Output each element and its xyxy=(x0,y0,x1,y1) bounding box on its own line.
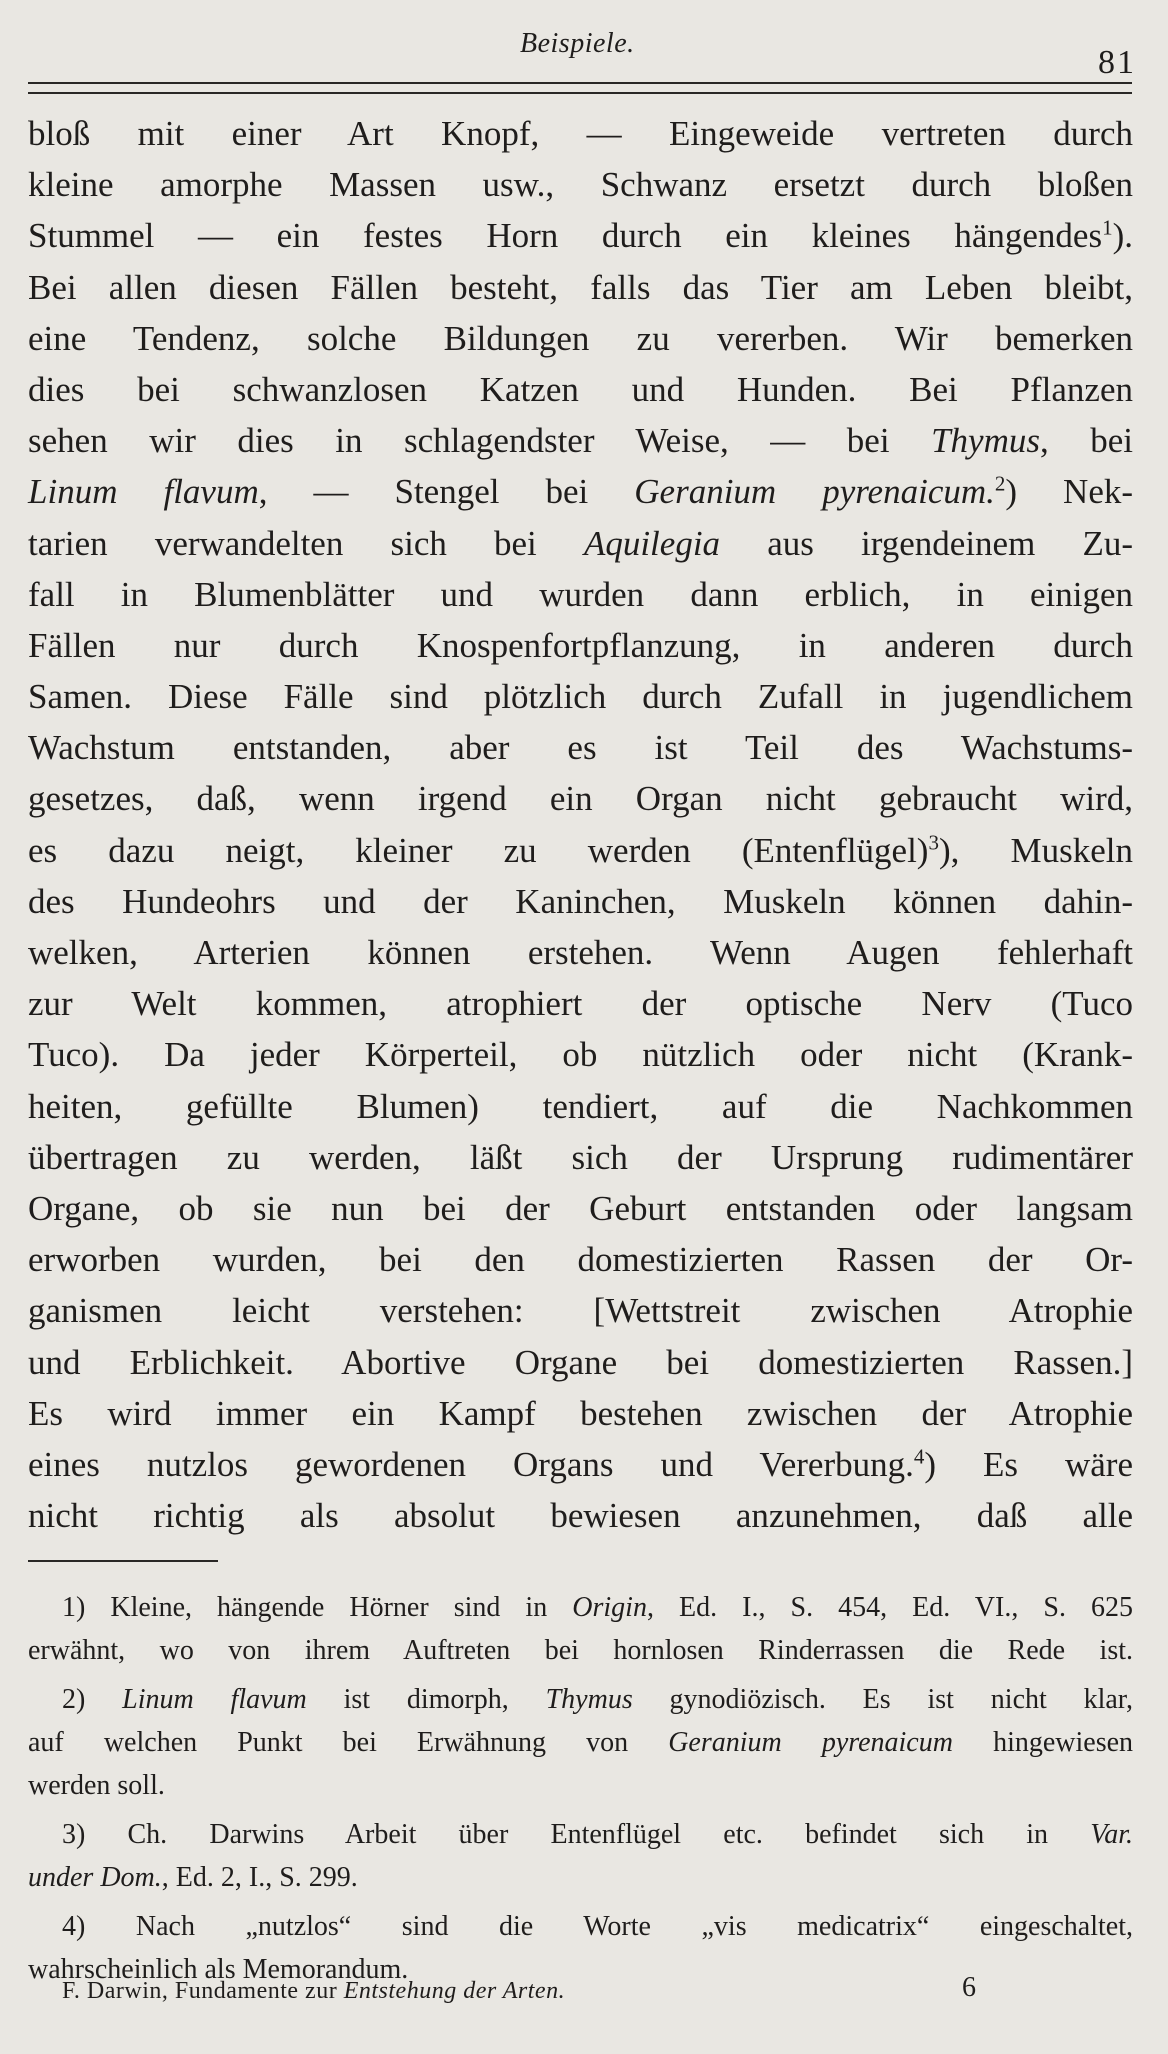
footnote-3-line xyxy=(28,1856,1133,1899)
footnote-2-line xyxy=(28,1721,1133,1764)
text-line: kleine amorphe Massen usw., Schwanz ersetzt durch bloßen xyxy=(28,165,1133,205)
text-line: gesetzes, daß, wenn irgend ein Organ nicht gebraucht wird, xyxy=(28,779,1133,819)
footnote-4-line: wahrscheinlich als Memorandum. xyxy=(28,1954,409,1985)
footnote-ref: 1 xyxy=(1102,215,1113,240)
text-span: 3) Ch. Darwins Arbeit über Entenflügel etc. befindet sich in xyxy=(62,1819,1049,1850)
text-span: Stummel — ein festes Horn durch ein kleines hängendes xyxy=(28,216,1103,256)
header-rule-top xyxy=(28,82,1132,84)
footnote-ref: 4 xyxy=(913,1444,925,1469)
text-span: , bei xyxy=(1039,421,1133,461)
text-line: Organe, ob sie nun bei der Geburt entstanden oder langsam xyxy=(28,1188,1133,1228)
text-span: 1) Kleine, hängende Hörner sind in xyxy=(62,1592,548,1623)
footnote-ref: 2 xyxy=(994,471,1006,496)
text-span: eines nutzlos gewordenen Organs und Vererbung. xyxy=(28,1444,914,1484)
text-span: aus irgendeinem Zu- xyxy=(767,523,1133,563)
author-name: F. Darwin xyxy=(62,1978,162,2004)
text-line xyxy=(28,466,1133,517)
text-span: ist dimorph, xyxy=(343,1684,509,1715)
species-name: Thymus xyxy=(545,1684,633,1715)
text-span: ) Nek- xyxy=(1005,472,1134,512)
text-line xyxy=(28,518,1133,569)
text-span: ), Muskeln xyxy=(938,830,1133,870)
text-line: übertragen zu werden, läßt sich der Ursprung rudimentärer xyxy=(28,1137,1133,1177)
text-line: nicht richtig als absolut bewiesen anzunehmen, daß alle xyxy=(28,1496,1133,1536)
text-span: , Ed. I., S. 454, Ed. VI., S. 625 xyxy=(646,1592,1134,1623)
text-line xyxy=(28,210,1133,261)
text-span: gynodiözisch. Es ist nicht klar, xyxy=(669,1684,1134,1715)
text-span: , — Stengel bei xyxy=(258,472,589,512)
species-name: Geranium pyrenaicum. xyxy=(634,472,995,512)
text-line: des Hundeohrs und der Kaninchen, Muskeln können dahin- xyxy=(28,881,1133,921)
footnote-1-line xyxy=(28,1586,1133,1629)
species-name: Linum flavum xyxy=(122,1684,307,1715)
text-line: dies bei schwanzlosen Katzen und Hunden. Bei Pflanzen xyxy=(28,369,1133,409)
text-span: , Fundamente zur xyxy=(161,1978,338,2004)
italic-title: under Dom. xyxy=(28,1862,162,1893)
text-span: sehen wir dies in schlagendster Weise, — bei xyxy=(28,421,890,461)
text-line: und Erblichkeit. Abortive Organe bei domestizierten Rassen.] xyxy=(28,1342,1133,1382)
text-line xyxy=(28,1439,1133,1490)
text-line: welken, Arterien können erstehen. Wenn Augen fehlerhaft xyxy=(28,933,1133,972)
footnote-2-line xyxy=(28,1678,1133,1721)
footnote-1-line: erwähnt, wo von ihrem Auftreten bei hornlosen Rinderrassen die Rede ist. xyxy=(28,1635,1133,1666)
footnotes xyxy=(28,1586,1133,1991)
text-line: Es wird immer ein Kampf bestehen zwischen der Atrophie xyxy=(28,1393,1133,1433)
footnote-4-line: 4) Nach „nutzlos“ sind die Worte „vis medicatrix“ eingeschaltet, xyxy=(62,1911,1133,1942)
text-line: ganismen leicht verstehen: [Wettstreit zwischen Atrophie xyxy=(28,1291,1133,1331)
text-span: auf welchen Punkt bei Erwähnung von xyxy=(28,1727,629,1758)
footnote-rule xyxy=(28,1560,218,1562)
species-name: Linum flavum xyxy=(28,472,259,512)
text-span: es dazu neigt, kleiner zu werden (Entenflügel) xyxy=(28,830,929,870)
text-line: zur Welt kommen, atrophiert der optische Nerv (Tuco xyxy=(28,984,1133,1024)
text-line: Tuco). Da jeder Körperteil, ob nützlich oder nicht (Krank- xyxy=(28,1035,1133,1075)
signature-line xyxy=(62,1978,565,2005)
text-line: Wachstum entstanden, aber es ist Teil des Wachstums- xyxy=(28,728,1133,768)
species-name: Aquilegia xyxy=(583,523,721,563)
footnote-ref: 3 xyxy=(928,829,939,854)
text-line: Bei allen diesen Fällen besteht, falls das Tier am Leben bleibt, xyxy=(28,267,1133,307)
text-span: ). xyxy=(1112,216,1133,256)
italic-title: Var. xyxy=(1090,1819,1133,1850)
text-span: ) Es wäre xyxy=(924,1444,1133,1484)
main-text xyxy=(28,108,1133,1541)
text-line: Fällen nur durch Knospenfortpflanzung, in anderen durch xyxy=(28,625,1133,665)
text-line: bloß mit einer Art Knopf, — Eingeweide vertreten durch xyxy=(28,114,1133,153)
text-line xyxy=(28,825,1133,876)
text-line: fall in Blumenblätter und wurden dann erblich, in einigen xyxy=(28,574,1133,614)
header-rule-bottom xyxy=(28,92,1132,94)
italic-title: Origin xyxy=(572,1592,647,1623)
running-head: Beispiele. xyxy=(520,28,635,59)
sheet-number: 6 xyxy=(962,1972,976,2003)
header-double-rule xyxy=(28,82,1132,98)
text-span: , Ed. 2, I., S. 299. xyxy=(161,1862,358,1893)
text-span: hingewiesen xyxy=(993,1727,1134,1758)
book-title: Entstehung der Arten. xyxy=(343,1978,566,2004)
text-line: eine Tendenz, solche Bildungen zu vererben. Wir bemerken xyxy=(28,318,1133,358)
species-name: Geranium pyrenaicum xyxy=(668,1727,953,1758)
species-name: Thymus xyxy=(931,421,1040,461)
footnote-3-line xyxy=(28,1813,1133,1856)
text-span: tarien verwandelten sich bei xyxy=(28,523,537,563)
text-span: 2) xyxy=(62,1684,86,1715)
text-line: erworben wurden, bei den domestizierten Rassen der Or- xyxy=(28,1240,1133,1280)
text-line: Samen. Diese Fälle sind plötzlich durch Zufall in jugendlichem xyxy=(28,677,1133,717)
text-line: heiten, gefüllte Blumen) tendiert, auf die Nachkommen xyxy=(28,1086,1133,1126)
text-line xyxy=(28,415,1133,466)
page-number: 81 xyxy=(1098,44,1136,81)
footnote-2-line: werden soll. xyxy=(28,1770,165,1801)
